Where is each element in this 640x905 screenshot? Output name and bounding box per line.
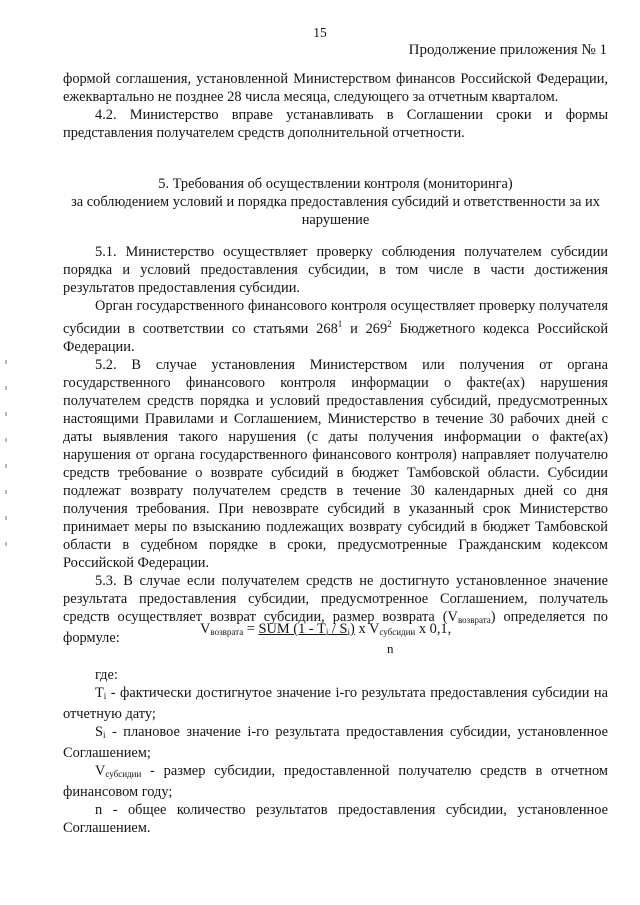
definition-s — [63, 723, 608, 762]
heading-line-2: за соблюдением условий и порядка предоставления субсидий и ответственности за их нарушение — [71, 194, 600, 228]
definition-t — [63, 684, 608, 723]
p3-sup-1: 1 — [337, 319, 343, 329]
paragraph-4-2: 4.2. Министерство вправе устанавливать в Соглашении сроки и формы представления получателем средств дополнительной отчетности. — [63, 107, 608, 141]
formula-num-text: SUM (1 - T — [258, 621, 326, 637]
heading-line-1: 5. Требования об осуществлении контроля (мониторинга) — [158, 176, 513, 192]
p3-sup-2: 2 — [387, 319, 392, 329]
formula-num-mid: / S — [328, 621, 348, 637]
def-s-symbol: S — [95, 724, 104, 740]
formula-num-sub-1: i — [325, 627, 329, 637]
p3-part-c: Бюджетного кодекса Российской Федерации. — [63, 321, 609, 355]
paragraph-control-organ — [63, 297, 608, 356]
scan-margin-marks — [3, 360, 9, 570]
formula-numerator — [259, 621, 355, 637]
p5-part-a: 5.3. В случае если получателем средств не достигнуто установленное значение результата предоставления субсидии, предусмотренное Соглашением, получатель средств осуществляет возврат субсидии, размер возврата (V — [63, 573, 608, 625]
paragraph-continuation — [63, 70, 608, 142]
formula-num-end: ) — [350, 621, 355, 637]
p5-sub: возврата — [457, 615, 491, 625]
formula-eq: = — [243, 621, 259, 637]
appendix-label: Продолжение приложения № 1 — [408, 42, 607, 58]
page-number: 15 — [313, 25, 327, 40]
def-t-sub: i — [103, 691, 107, 701]
def-t-symbol: T — [95, 685, 104, 701]
definitions-where: где: — [95, 667, 118, 683]
def-v-text: - размер субсидии, предоставленной получателю средств в отчетном финансовом году; — [63, 763, 608, 800]
definitions — [63, 666, 608, 837]
formula-times: x V — [354, 621, 380, 637]
definition-v — [63, 762, 608, 801]
formula-lhs: V — [200, 621, 211, 637]
formula-num-sub-2: i — [347, 627, 351, 637]
formula-lhs-sub: возврата — [210, 627, 244, 637]
formula-v-sub: субсидии — [379, 627, 416, 637]
def-t-text: - фактически достигнутое значение i-го результата предоставления субсидии на отчетную дату; — [63, 685, 608, 722]
def-v-symbol: V — [95, 763, 106, 779]
p3-part-a: Орган государственного финансового контроля осуществляет проверку получателя субсидии в соответствии со статьями 268 — [63, 298, 608, 337]
section-5-heading — [63, 175, 608, 229]
paragraph-5-2: 5.2. В случае установления Министерством или получения от органа государственного финансового контроля информации о факте(ах) нарушения получателем средств порядка и условий предоставления субсидий, предусмотренных настоящими Правилами и Соглашением, Министерство в течение 30 рабочих дней с даты выявления такого нарушения (с даты получения информации о факте(ах) нарушения от органа государственного финансового контроля) направляет получателю средств требование о возврате субсидий в бюджет Тамбовской области. Субсидии подлежат возврату получателем средств в течение 30 календарных дней со дня получения требования. При невозврате субсидий в указанный срок Министерство принимает меры по взысканию подлежащих возврату субсидий в бюджет Тамбовской области в судебном порядке в сроки, предусмотренные Гражданским кодексом Российской Федерации. — [63, 357, 608, 571]
p5-part-b: ) определяется по формуле: — [63, 609, 608, 646]
paragraph-p0: формой соглашения, установленной Министерством финансов Российской Федерации, ежеквартально не позднее 28 числа месяца, следующего за отчетным кварталом. — [63, 71, 608, 105]
p3-part-b: и 269 — [342, 321, 388, 337]
paragraph-5-1: 5.1. Министерство осуществляет проверку соблюдения получателем субсидии порядка и условий предоставления субсидии, в том числе в части достижения результатов предоставления субсидии. — [63, 244, 608, 296]
def-v-sub: субсидии — [105, 769, 142, 779]
definition-n: n - общее количество результатов предоставления субсидии, установленное Соглашением. — [63, 802, 608, 836]
section-5-body — [63, 243, 608, 647]
formula-denominator: n — [387, 641, 394, 656]
def-s-sub: i — [103, 730, 106, 740]
formula-tail: x 0,1, — [415, 621, 452, 637]
def-s-text: - плановое значение i-го результата предоставления субсидии, установленное Соглашением; — [63, 724, 608, 761]
refund-formula — [200, 621, 452, 656]
